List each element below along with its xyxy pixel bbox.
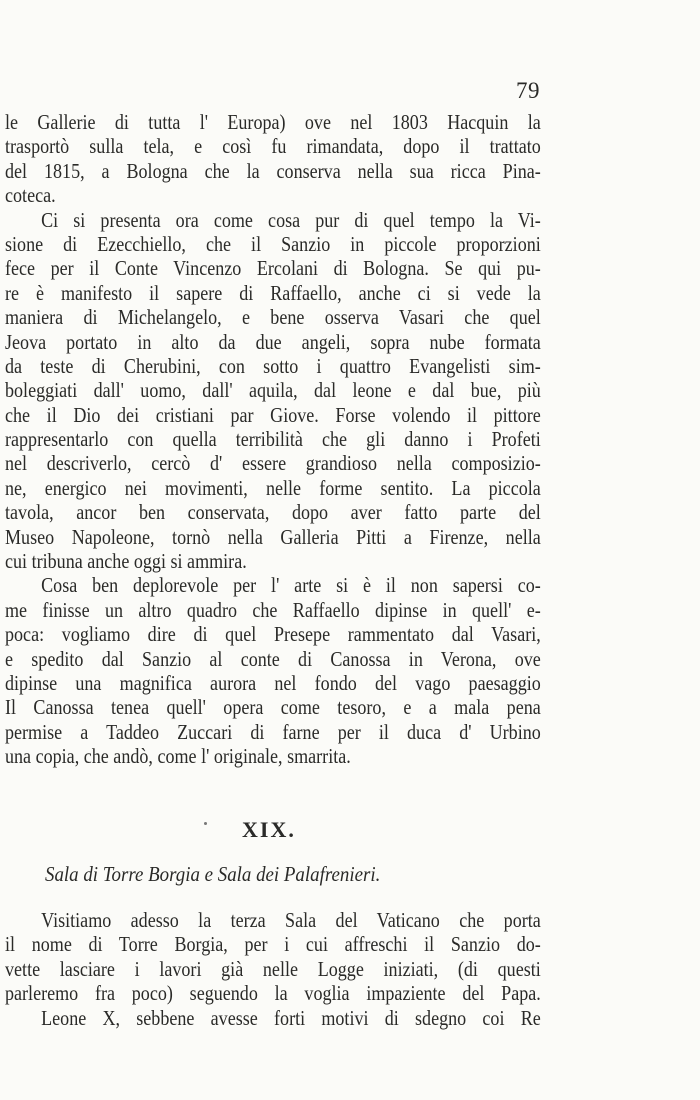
body-text-bottom [5,908,541,1030]
text-line: Visitiamo adesso la terza Sala del Vaticano che porta [41,908,541,932]
text-line: il nome di Torre Borgia, per i cui affreschi il Sanzio do- [5,932,541,957]
text-line: maniera di Michelangelo, e bene osserva Vasari che quel [5,305,541,330]
section-title: Sala di Torre Borgia e Sala dei Palafrenieri. [45,862,381,886]
text-line: coteca. [5,183,56,208]
page-number: 79 [516,78,540,103]
section-number: XIX. [242,817,296,842]
text-line: sione di Ezecchiello, che il Sanzio in piccole proporzioni [5,231,541,256]
body-text-top [5,110,541,769]
section-dot [204,822,207,825]
text-line: permise a Taddeo Zuccari di farne per il duca d' Urbino [5,719,541,744]
text-line: rappresentarlo con quella terribilità che gli danno i Profeti [5,427,541,452]
text-line: Cosa ben deplorevole per l' arte si è il non sapersi co- [41,573,541,598]
text-line: del 1815, a Bologna che la conserva nella sua ricca Pina- [5,158,541,183]
text-line: ne, energico nei movimenti, nelle forme sentito. La piccola [5,475,541,500]
text-line: Ci si presenta ora come cosa pur di quel tempo la Vi- [41,207,541,232]
text-line: me finisse un altro quadro che Raffaello dipinse in quell' e- [5,597,541,622]
text-line: Leone X, sebbene avesse forti motivi di sdegno coi Re [41,1005,541,1030]
text-line: parleremo fra poco) seguendo la voglia impaziente del Papa. [5,981,541,1006]
text-line: re è manifesto il sapere di Raffaello, anche ci si vede la [5,280,541,305]
text-line: e spedito dal Sanzio al conte di Canossa in Verona, ove [5,646,541,671]
text-line: da teste di Cherubini, con sotto i quattro Evangelisti sim- [5,353,541,378]
text-line: Museo Napoleone, tornò nella Galleria Pitti a Firenze, nella [5,524,541,549]
text-line: poca: vogliamo dire di quel Presepe rammentato dal Vasari, [5,622,541,647]
text-line: vette lasciare i lavori già nelle Logge iniziati, (di questi [5,956,541,981]
text-line: che il Dio dei cristiani par Giove. Forse volendo il pittore [5,402,541,427]
text-line: cui tribuna anche oggi si ammira. [5,549,247,574]
text-line: tavola, ancor ben conservata, dopo aver fatto parte del [5,500,541,525]
text-line: nel descriverlo, cercò d' essere grandioso nella composizio- [5,451,541,476]
text-line: Il Canossa tenea quell' opera come tesoro, e a mala pena [5,695,541,720]
text-line: trasportò sulla tela, e così fu rimandata, dopo il trattato [5,134,541,159]
text-line: le Gallerie di tutta l' Europa) ove nel 1803 Hacquin la [5,110,541,134]
text-line: Jeova portato in alto da due angeli, sopra nube formata [5,329,541,354]
text-line: dipinse una magnifica aurora nel fondo del vago paesaggio [5,670,541,695]
text-line: fece per il Conte Vincenzo Ercolani di Bologna. Se qui pu- [5,256,541,281]
text-line: boleggiati dall' uomo, dall' aquila, dal leone e dal bue, più [5,378,541,403]
text-line: una copia, che andò, come l' originale, smarrita. [5,744,351,769]
